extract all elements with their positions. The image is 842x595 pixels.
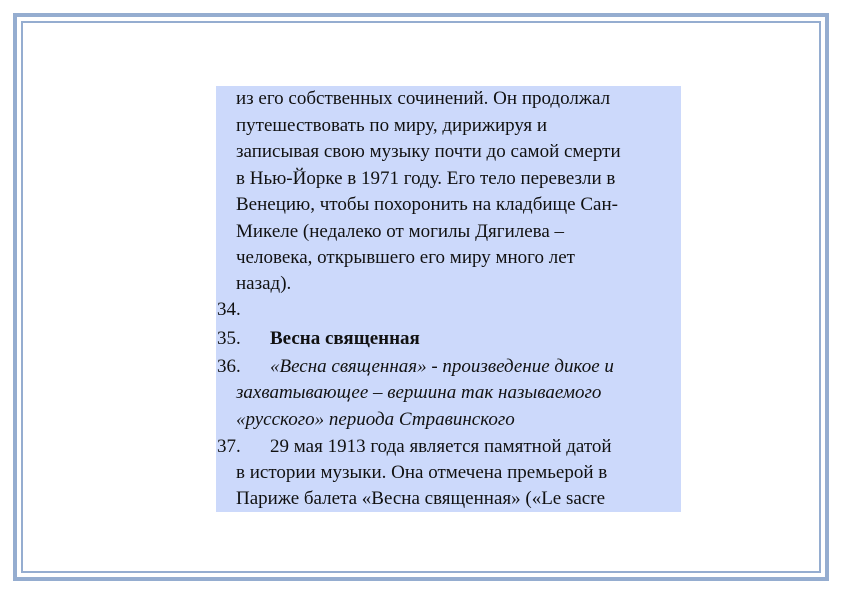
text-line: путешествовать по миру, дирижируя и (236, 115, 548, 136)
text-line: 29 мая 1913 года является памятной датой (270, 436, 612, 457)
text-line: человека, открывшего его миру много лет (236, 247, 575, 268)
text-line: Париже балета «Весна священная» («Le sacre (236, 488, 605, 509)
italic-text-line: захватывающее – вершина так называемого (236, 382, 602, 403)
list-item-number: 36. (217, 356, 241, 377)
text-line: Микеле (недалеко от могилы Дягилева – (236, 221, 565, 242)
text-line: в Нью-Йорке в 1971 году. Его тело перевезли в (236, 168, 616, 189)
italic-text-line: «Весна священная» - произведение дикое и (270, 356, 614, 377)
list-item-number: 34. (217, 299, 241, 320)
text-line: из его собственных сочинений. Он продолжал (236, 88, 611, 109)
text-line: Венецию, чтобы похоронить на кладбище Сан- (236, 194, 618, 215)
italic-text-line: «русского» периода Стравинского (236, 409, 515, 430)
text-line: назад). (236, 273, 292, 294)
list-item-number: 37. (217, 436, 241, 457)
text-content-panel (216, 86, 681, 512)
list-item-number: 35. (217, 328, 241, 349)
text-line: записывая свою музыку почти до самой смерти (236, 141, 621, 162)
section-heading: Весна священная (270, 328, 420, 349)
text-line: в истории музыки. Она отмечена премьерой в (236, 462, 608, 483)
